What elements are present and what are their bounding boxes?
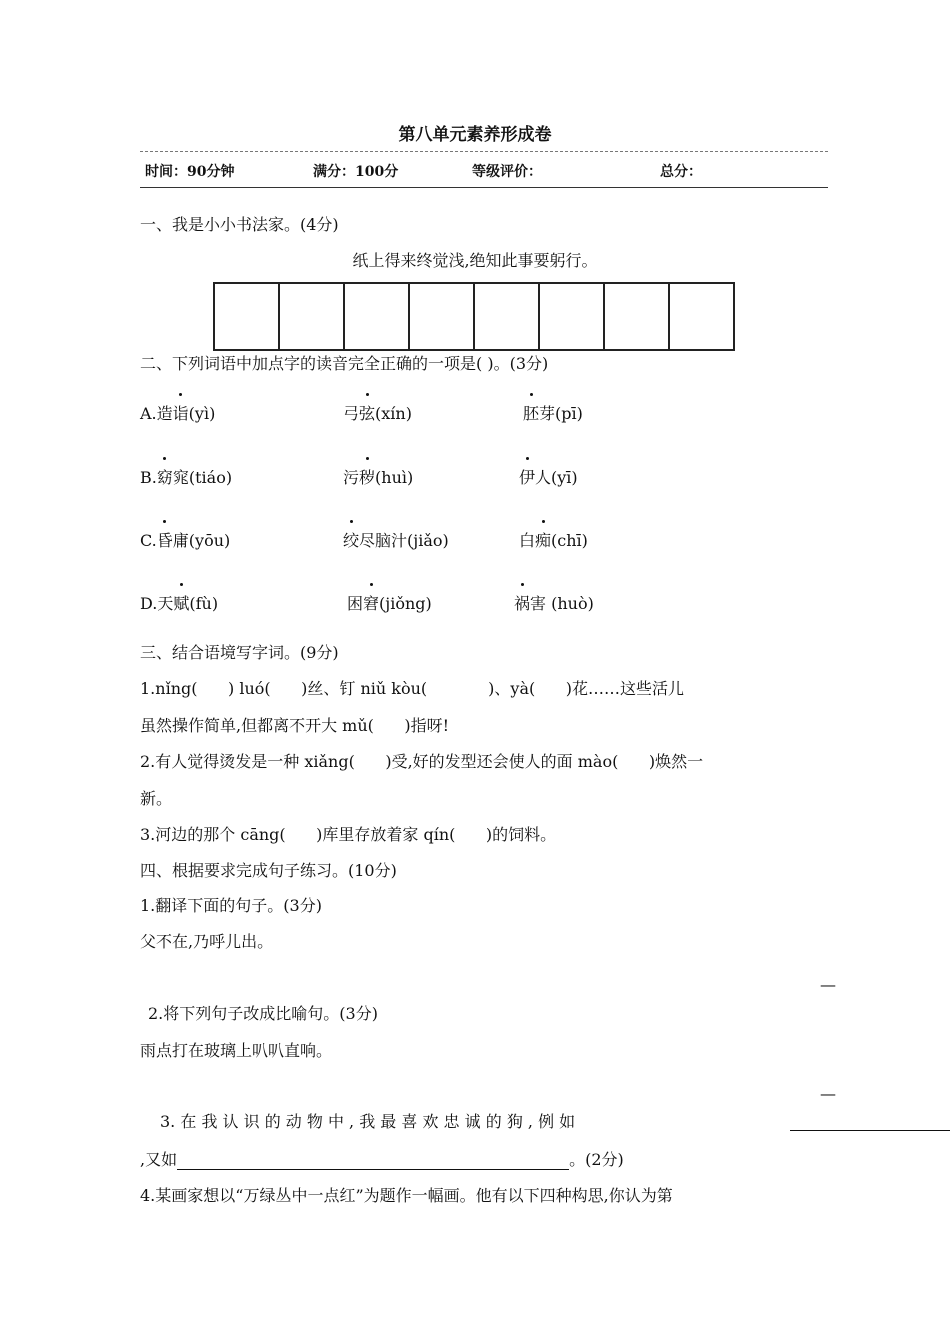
q3-cont-prefix: ,又如 — [140, 1150, 178, 1169]
exam-grade: 等级评价： — [472, 164, 542, 180]
answer-dash[interactable]: — — [820, 1084, 836, 1103]
word-pinyin: 窕(tiáo) — [172, 468, 233, 487]
writing-box[interactable] — [410, 284, 475, 349]
section4-q2-text: 雨点打在玻璃上叭叭直响。 — [140, 1041, 333, 1060]
word-pinyin: (huì) — [375, 468, 414, 487]
word-plain: 天 — [157, 594, 174, 613]
calligraphy-grid[interactable] — [213, 282, 735, 351]
word-pinyin: 害 (huò) — [530, 594, 594, 613]
writing-box[interactable] — [345, 284, 410, 349]
option-b-word2 — [343, 468, 413, 488]
dotted-char: 秽 — [359, 468, 376, 487]
writing-box[interactable] — [280, 284, 345, 349]
dotted-char: 昏 — [156, 531, 173, 550]
word-plain: 困 — [347, 594, 364, 613]
exam-total: 总分： — [660, 164, 702, 180]
word-pinyin: (fù) — [189, 594, 219, 613]
section3-q3: 3.河边的那个 cāng( )库里存放着家 qín( )的饲料。 — [140, 825, 557, 844]
dotted-char: 绞 — [343, 531, 360, 550]
word-pinyin: (chī) — [551, 531, 588, 550]
option-c-word2 — [343, 531, 449, 551]
option-d-word2 — [347, 594, 432, 614]
section3-heading: 三、结合语境写字词。(9分) — [140, 643, 339, 662]
option-b[interactable] — [140, 468, 232, 488]
section4-q3-cont — [140, 1150, 624, 1170]
dotted-char: 窈 — [156, 468, 173, 487]
option-a-word3 — [523, 404, 583, 424]
section4-q4-text: 4.某画家想以“万绿丛中一点红”为题作一幅画。他有以下四种构思,你认为第 — [140, 1186, 673, 1205]
dotted-char: 诣 — [172, 404, 189, 423]
writing-box[interactable] — [475, 284, 540, 349]
section4-q2-label: 2.将下列句子改成比喻句。(3分) — [148, 1004, 378, 1023]
option-d[interactable] — [140, 594, 218, 614]
writing-box[interactable] — [670, 284, 733, 349]
option-a[interactable] — [140, 404, 215, 424]
writing-box[interactable] — [605, 284, 670, 349]
word-pinyin: 尽脑汁(jiǎo) — [359, 531, 449, 550]
writing-box[interactable] — [540, 284, 605, 349]
word-pinyin: (xín) — [375, 404, 412, 423]
exam-time: 时间：90分钟 — [145, 164, 235, 180]
word-plain: 弓 — [343, 404, 360, 423]
option-c[interactable] — [140, 531, 230, 551]
calligraphy-verse: 纸上得来终觉浅,绝知此事要躬行。 — [352, 251, 598, 270]
word-plain: 污 — [343, 468, 360, 487]
section3-q2-line1: 2.有人觉得烫发是一种 xiǎng( )受,好的发型还会使人的面 mào( )焕然一 — [140, 752, 704, 771]
dotted-char: 痴 — [535, 531, 552, 550]
dotted-char: 弦 — [359, 404, 376, 423]
page-title: 第八单元素养形成卷 — [398, 125, 552, 145]
option-label: D. — [140, 594, 158, 613]
word-pinyin: 人(yī) — [535, 468, 578, 487]
option-c-word3 — [519, 531, 588, 551]
section1-heading: 一、我是小小书法家。(4分) — [140, 215, 339, 234]
option-d-word3 — [514, 594, 594, 614]
dotted-char: 胚 — [523, 404, 540, 423]
exam-full-score: 满分：100分 — [313, 164, 399, 180]
answer-dash[interactable]: — — [820, 975, 836, 994]
dotted-char: 伊 — [519, 468, 536, 487]
answer-blank[interactable] — [177, 1153, 569, 1170]
option-label: B. — [140, 468, 157, 487]
section3-q2-line2: 新。 — [140, 789, 173, 808]
option-label: A. — [140, 404, 157, 423]
option-a-word2 — [343, 404, 412, 424]
section2-heading: 二、下列词语中加点字的读音完全正确的一项是( )。(3分) — [140, 354, 549, 373]
section4-heading: 四、根据要求完成句子练习。(10分) — [140, 861, 397, 880]
word-pinyin: 芽(pī) — [539, 404, 583, 423]
option-b-word3 — [519, 468, 578, 488]
word-plain: 白 — [519, 531, 536, 550]
dotted-char: 赋 — [173, 594, 190, 613]
dotted-char: 祸 — [514, 594, 531, 613]
dotted-char: 窘 — [363, 594, 380, 613]
section4-q3-text: 3. 在 我 认 识 的 动 物 中 , 我 最 喜 欢 忠 诚 的 狗 , 例 如 — [160, 1112, 576, 1131]
header-solid-divider — [140, 187, 828, 188]
section4-q1-text: 父不在,乃呼儿出。 — [140, 932, 274, 951]
option-label: C. — [140, 531, 157, 550]
word-pinyin: 庸(yōu) — [172, 531, 231, 550]
section3-q1-line2: 虽然操作简单,但都离不开大 mǔ( )指呀! — [140, 716, 450, 735]
section3-q1-line1: 1.nǐng( ) luó( )丝、钉 niǔ kòu( )、yà( )花……这些活儿 — [140, 679, 685, 698]
word-plain: 造 — [156, 404, 173, 423]
header-dashed-divider — [140, 151, 828, 152]
word-pinyin: (jiǒng) — [379, 594, 432, 613]
writing-box[interactable] — [215, 284, 280, 349]
section4-q1-label: 1.翻译下面的句子。(3分) — [140, 896, 322, 915]
answer-blank[interactable] — [790, 1114, 950, 1131]
word-pinyin: (yì) — [188, 404, 216, 423]
q3-cont-suffix: 。(2分) — [569, 1150, 624, 1169]
